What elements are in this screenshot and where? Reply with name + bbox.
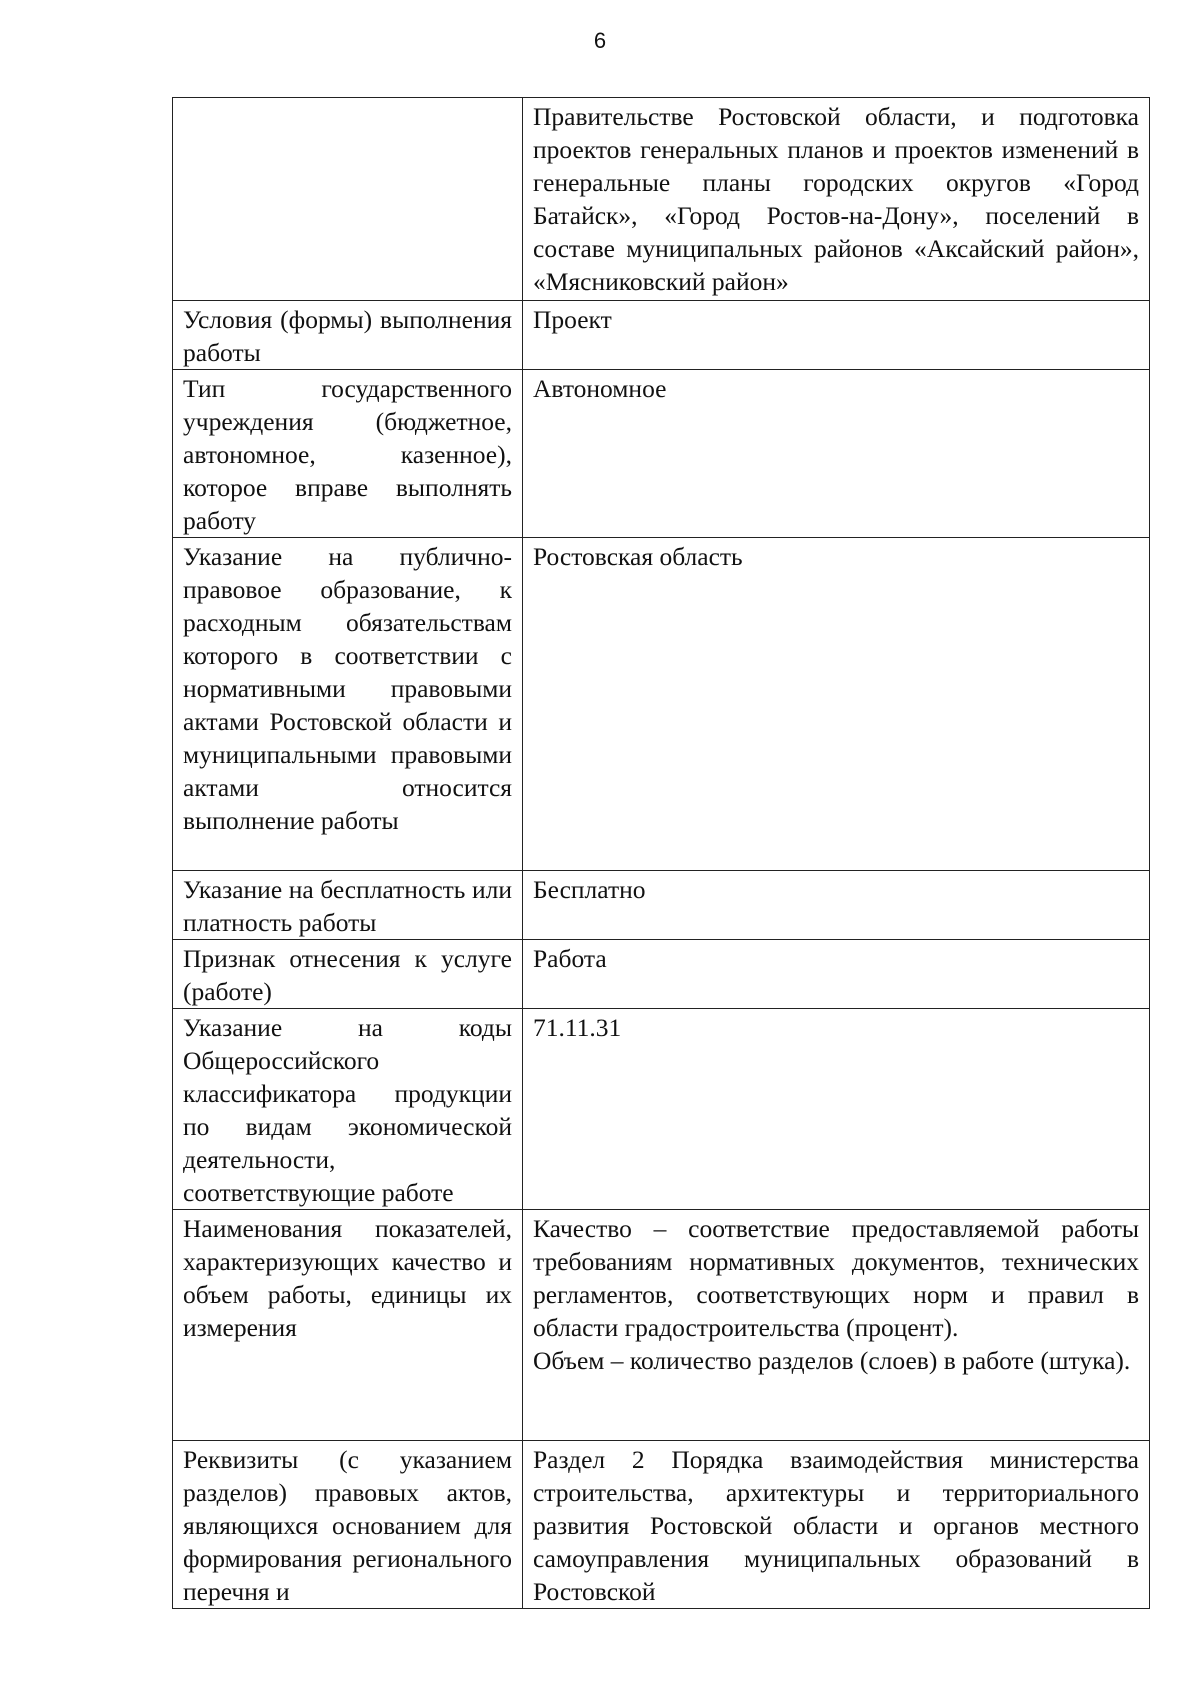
table-row	[173, 1441, 1150, 1609]
value-cell: Автономное	[523, 370, 1150, 538]
quality-indicator-text: Качество – соответствие предоставляемой работы требованиям нормативных документов, технических регламентов, соответствующих норм и правил в области градостроительства (процент).	[533, 1214, 1139, 1342]
table-row	[173, 1009, 1150, 1210]
label-cell: Указание на коды Общероссийского классификатора продукции по видам экономической деятельности, соответствующие работе	[173, 1009, 523, 1210]
value-cell	[523, 1210, 1150, 1441]
page-number: 6	[593, 28, 607, 53]
table-row	[173, 871, 1150, 940]
label-cell: Тип государственного учреждения (бюджетное, автономное, казенное), которое вправе выполнять работу	[173, 370, 523, 538]
value-cell: Раздел 2 Порядка взаимодействия министерства строительства, архитектуры и территориального развития Ростовской области и органов местного самоуправления муниципальных образований в Ростовской	[523, 1441, 1150, 1609]
volume-indicator-text: Объем – количество разделов (слоев) в работе (штука).	[533, 1346, 1131, 1375]
document-table	[172, 97, 1150, 1609]
label-cell: Указание на публично-правовое образование, к расходным обязательствам которого в соответствии с нормативными правовыми актами Ростовской области и муниципальными правовыми актами относится выполнение работы	[173, 538, 523, 871]
value-cell: Проект	[523, 301, 1150, 370]
label-cell	[173, 98, 523, 301]
table-row	[173, 940, 1150, 1009]
label-cell: Условия (формы) выполнения работы	[173, 301, 523, 370]
value-cell: Работа	[523, 940, 1150, 1009]
label-cell: Реквизиты (с указанием разделов) правовых актов, являющихся основанием для формирования регионального перечня и	[173, 1441, 523, 1609]
table-row	[173, 98, 1150, 301]
value-cell: Правительстве Ростовской области, и подготовка проектов генеральных планов и проектов изменений в генеральные планы городских округов «Город Батайск», «Город Ростов-на-Дону», поселений в составе муниципальных районов «Аксайский район», «Мясниковский район»	[523, 98, 1150, 301]
value-cell: 71.11.31	[523, 1009, 1150, 1210]
label-cell: Указание на бесплатность или платность работы	[173, 871, 523, 940]
table-row	[173, 370, 1150, 538]
value-cell: Ростовская область	[523, 538, 1150, 871]
label-cell: Признак отнесения к услуге (работе)	[173, 940, 523, 1009]
label-cell: Наименования показателей, характеризующих качество и объем работы, единицы их измерения	[173, 1210, 523, 1441]
table-row	[173, 301, 1150, 370]
value-cell: Бесплатно	[523, 871, 1150, 940]
table-row	[173, 1210, 1150, 1441]
table-row	[173, 538, 1150, 871]
